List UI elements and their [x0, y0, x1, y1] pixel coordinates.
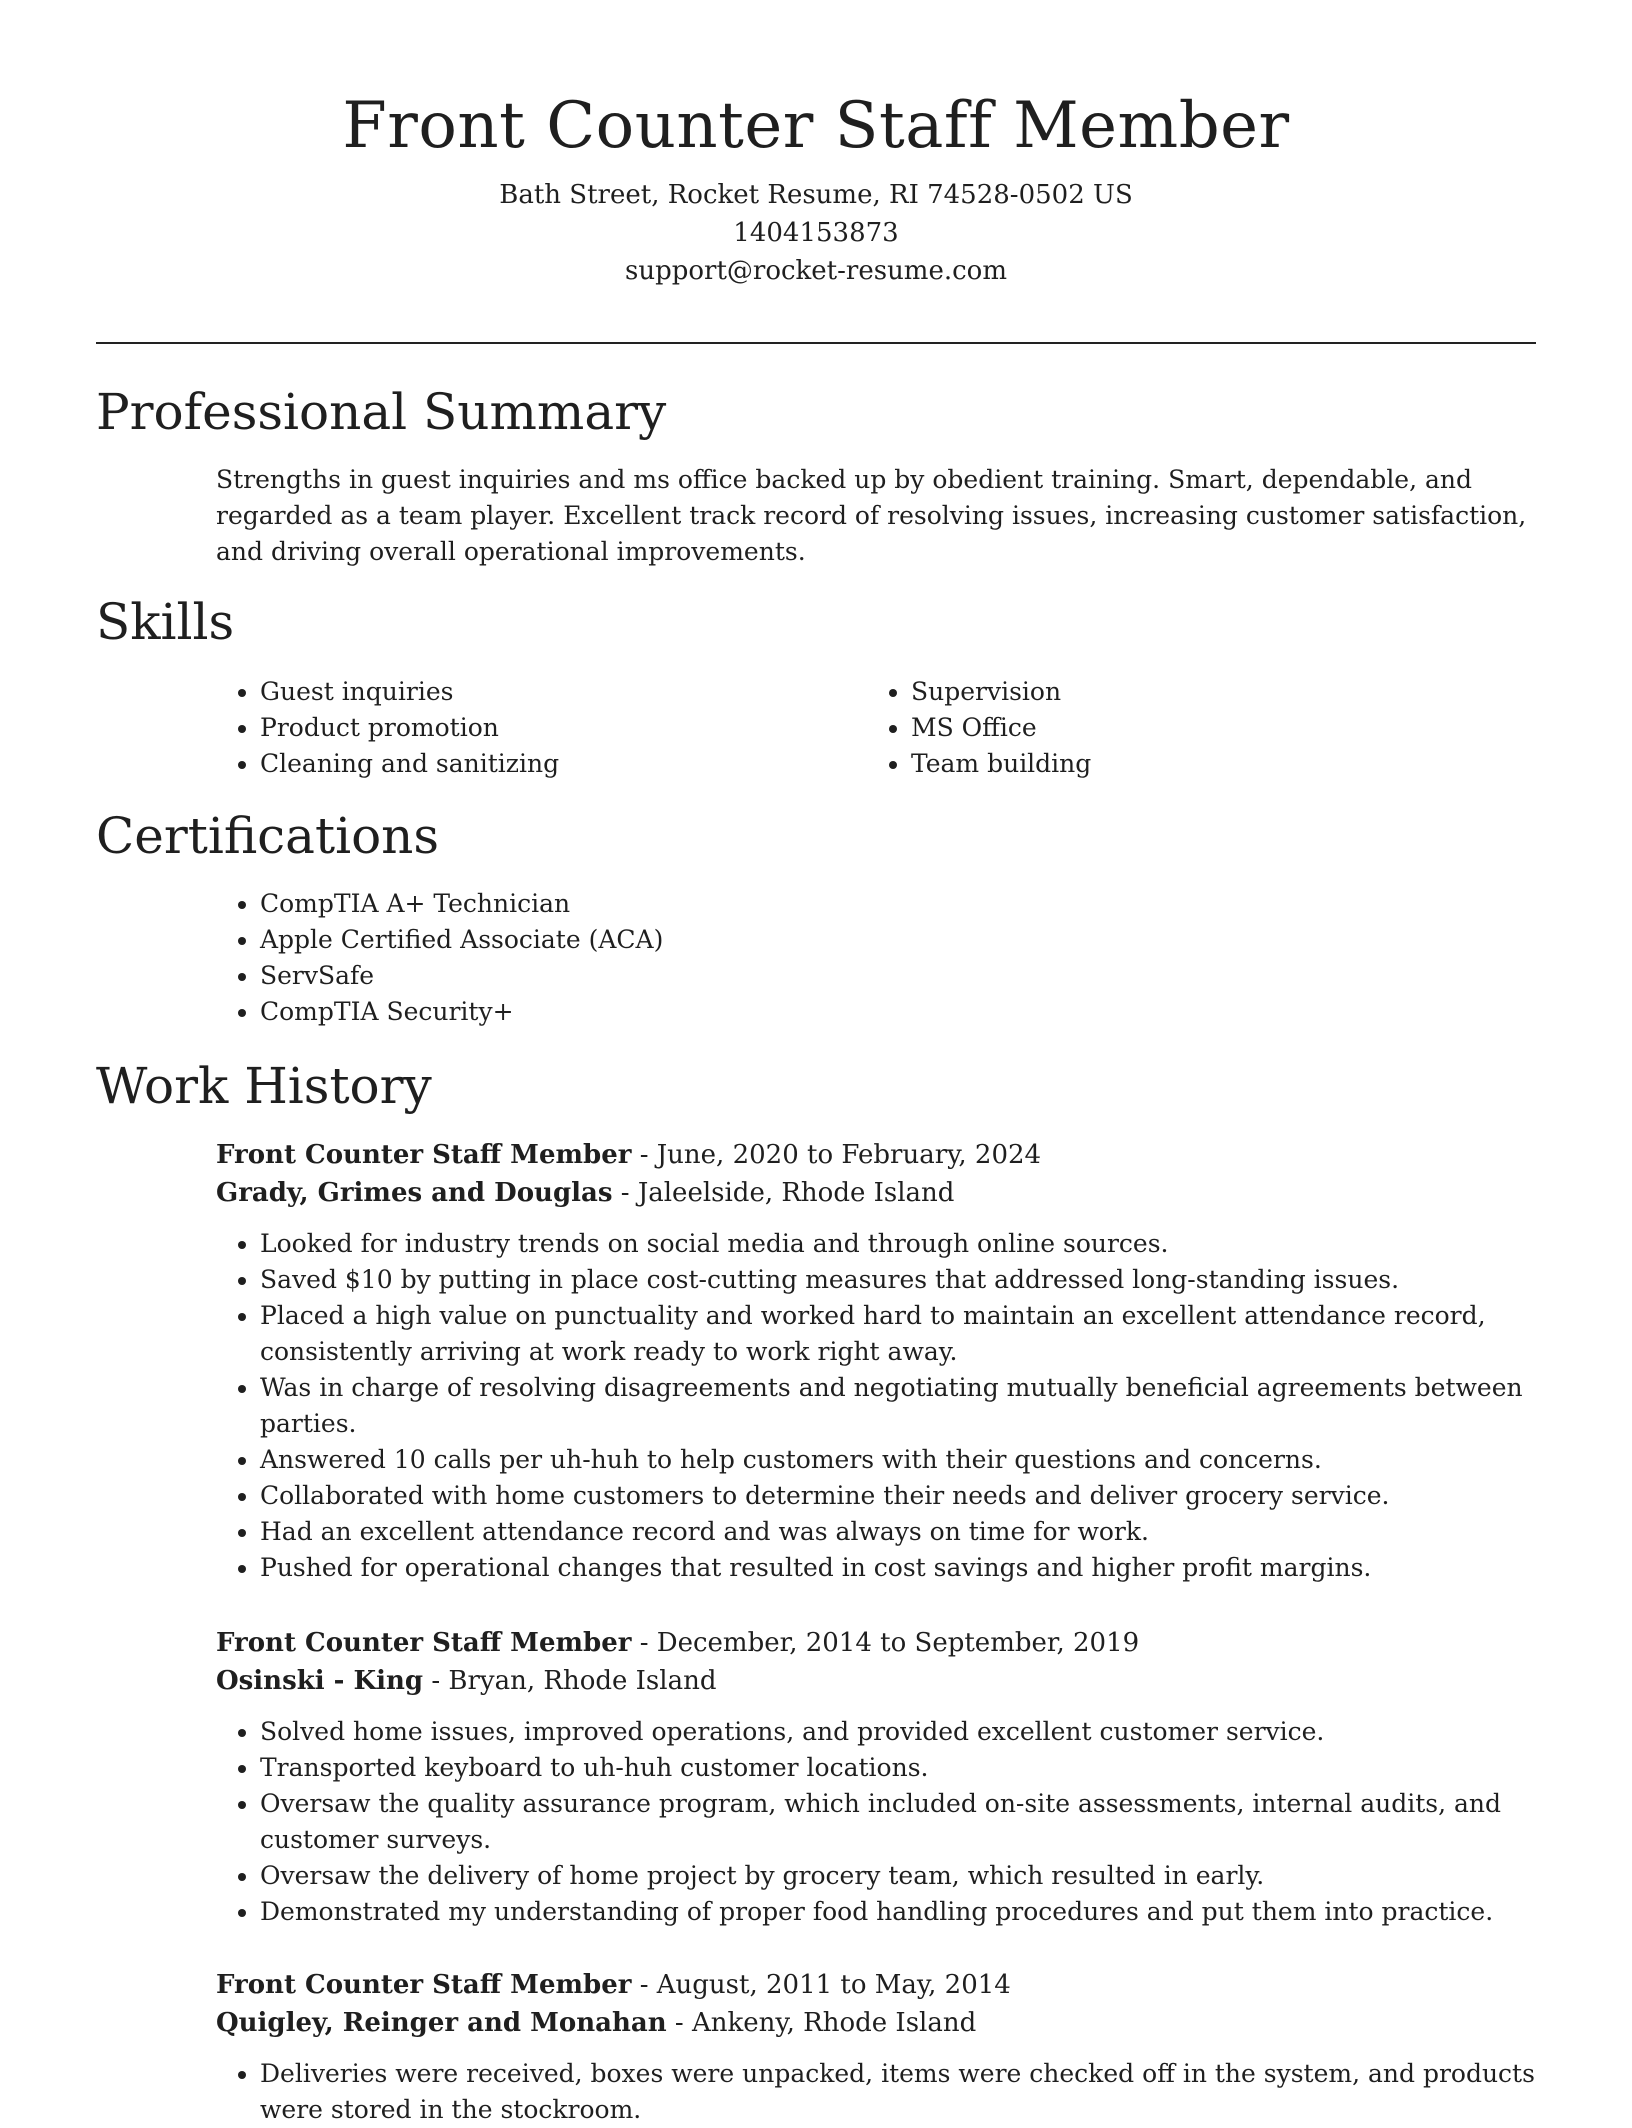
- job-responsibilities: [216, 1714, 1538, 1930]
- candidate-name: Front Counter Staff Member: [342, 89, 1290, 163]
- skill-item: • Cleaning and sanitizing: [260, 746, 867, 782]
- responsibility-item: • Placed a high value on punctuality and worked hard to maintain an excellent attendance record, consistently arriving at work ready to work right away.: [260, 1298, 1538, 1370]
- job-dates: - June, 2020 to February, 2024: [631, 1140, 1042, 1170]
- job-company-line: [216, 1662, 1538, 1700]
- job-company: Quigley, Reinger and Monahan: [216, 2008, 667, 2038]
- skill-item: • Guest inquiries: [260, 674, 867, 710]
- responsibility-item: • Had an excellent attendance record and was always on time for work.: [260, 1514, 1538, 1550]
- responsibility-item: • Transported keyboard to uh-huh customer locations.: [260, 1750, 1538, 1786]
- job-role: Front Counter Staff Member: [216, 1970, 632, 2000]
- header-divider: [96, 342, 1536, 344]
- responsibility-item: • Oversaw the quality assurance program, which included on-site assessments, internal audits, and customer surveys.: [260, 1786, 1538, 1858]
- job-entry: [216, 1966, 1538, 2128]
- job-dates: - August, 2011 to May, 2014: [631, 1970, 1011, 2000]
- responsibility-item: • Saved $10 by putting in place cost-cutting measures that addressed long-standing issues.: [260, 1262, 1538, 1298]
- summary-text: Strengths in guest inquiries and ms office backed up by obedient training. Smart, dependable, and regarded as a team player. Excellent track record of resolving issues, increasing customer satisfaction, and driving overall operational improvements.: [216, 465, 1527, 566]
- job-company-line: [216, 1174, 1538, 1212]
- responsibility-item: • Was in charge of resolving disagreements and negotiating mutually beneficial agreements between parties.: [260, 1370, 1538, 1442]
- job-location: - Bryan, Rhode Island: [423, 1666, 717, 1696]
- job-title-line: [216, 1966, 1538, 2004]
- responsibility-item: • Collaborated with home customers to determine their needs and deliver grocery service.: [260, 1478, 1538, 1514]
- certifications-list: [216, 886, 1538, 1030]
- section-title-skills: Skills: [96, 593, 235, 651]
- certification-item: • ServSafe: [260, 958, 1538, 994]
- section-title-summary: Professional Summary: [96, 383, 667, 441]
- job-dates: - December, 2014 to September, 2019: [631, 1628, 1140, 1658]
- contact-address: Bath Street, Rocket Resume, RI 74528-0502 US: [499, 180, 1133, 210]
- contact-email: support@rocket-resume.com: [624, 256, 1007, 286]
- job-company: Osinski - King: [216, 1666, 424, 1696]
- skill-item: • Team building: [911, 746, 1518, 782]
- job-entry: [216, 1136, 1538, 1586]
- job-responsibilities: [216, 2056, 1538, 2128]
- resume-header: [96, 86, 1536, 290]
- certification-item: • CompTIA Security+: [260, 994, 1538, 1030]
- skill-item: • Supervision: [911, 674, 1518, 710]
- job-company: Grady, Grimes and Douglas: [216, 1178, 613, 1208]
- section-title-work-history: Work History: [96, 1057, 432, 1115]
- skills-list: [216, 674, 1538, 782]
- responsibility-item: • Looked for industry trends on social media and through online sources.: [260, 1226, 1538, 1262]
- responsibility-item: • Answered 10 calls per uh-huh to help customers with their questions and concerns.: [260, 1442, 1538, 1478]
- responsibility-item: • Oversaw the delivery of home project by grocery team, which resulted in early.: [260, 1858, 1538, 1894]
- skills-column-right: [867, 674, 1518, 782]
- job-entry: [216, 1624, 1538, 1930]
- job-title-line: [216, 1624, 1538, 1662]
- responsibility-item: • Pushed for operational changes that resulted in cost savings and higher profit margins.: [260, 1550, 1538, 1586]
- job-responsibilities: [216, 1226, 1538, 1586]
- certification-item: • CompTIA A+ Technician: [260, 886, 1538, 922]
- job-role: Front Counter Staff Member: [216, 1140, 632, 1170]
- certification-item: • Apple Certified Associate (ACA): [260, 922, 1538, 958]
- job-role: Front Counter Staff Member: [216, 1628, 632, 1658]
- job-title-line: [216, 1136, 1538, 1174]
- responsibility-item: • Demonstrated my understanding of proper food handling procedures and put them into practice.: [260, 1894, 1538, 1930]
- responsibility-item: • Solved home issues, improved operations, and provided excellent customer service.: [260, 1714, 1538, 1750]
- contact-phone: 1404153873: [733, 218, 899, 248]
- responsibility-item: • Deliveries were received, boxes were unpacked, items were checked off in the system, and products were stored in the stockroom.: [260, 2056, 1538, 2128]
- contact-block: [96, 176, 1536, 290]
- job-location: - Ankeny, Rhode Island: [666, 2008, 977, 2038]
- skills-column-left: [216, 674, 867, 782]
- skill-item: • Product promotion: [260, 710, 867, 746]
- skill-item: • MS Office: [911, 710, 1518, 746]
- job-location: - Jaleelside, Rhode Island: [612, 1178, 955, 1208]
- job-company-line: [216, 2004, 1538, 2042]
- section-title-certifications: Certifications: [96, 807, 440, 865]
